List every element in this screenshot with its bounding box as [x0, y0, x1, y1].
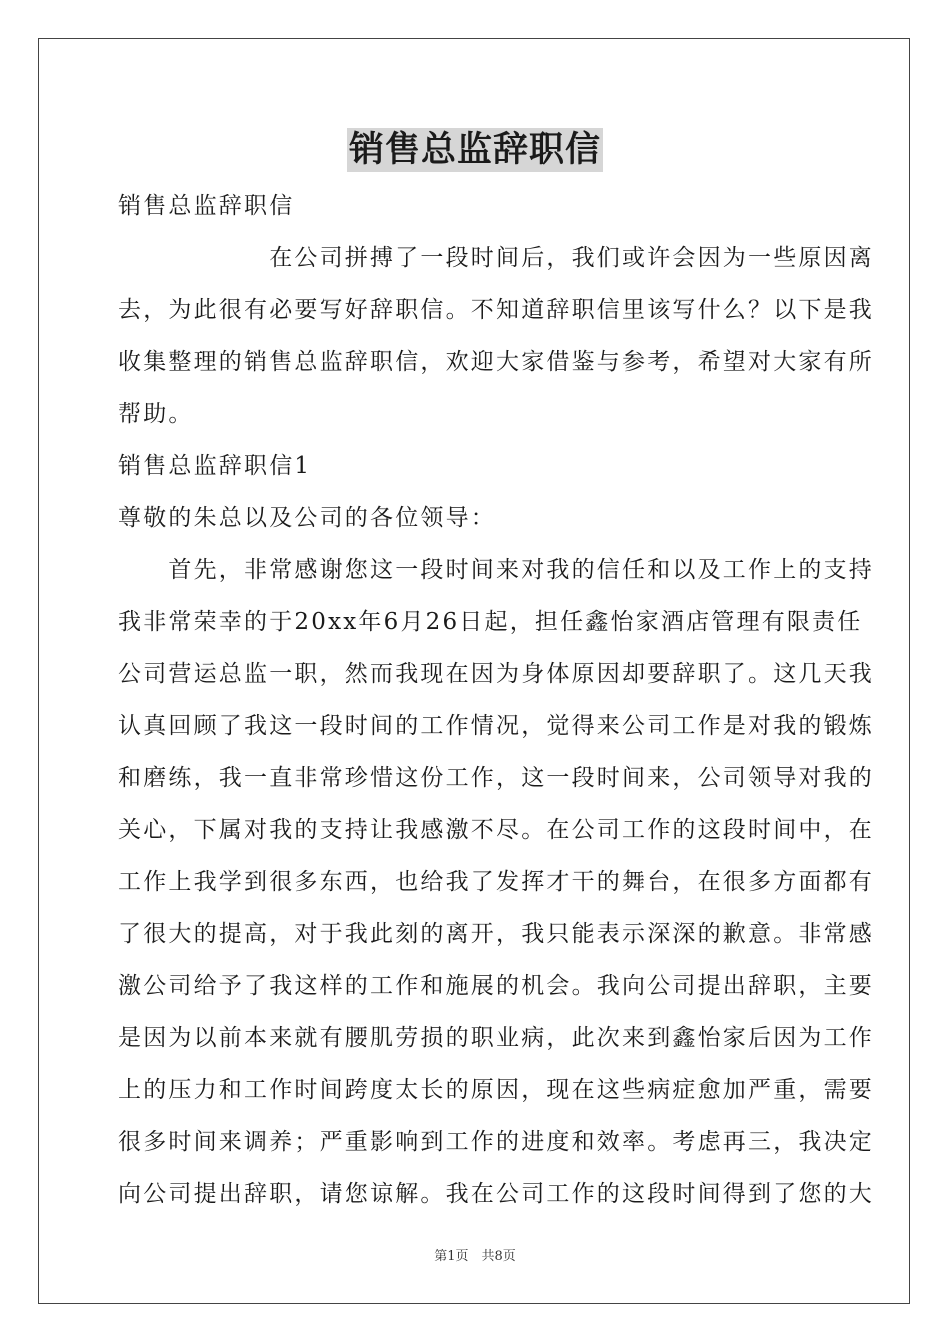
body-line: 在公司拼搏了一段时间后，我们或许会因为一些原因离: [118, 245, 874, 271]
title-wrap: [0, 128, 950, 172]
body-line: 激公司给予了我这样的工作和施展的机会。我向公司提出辞职，主要: [118, 973, 874, 999]
body-line: 是因为以前本来就有腰肌劳损的职业病，此次来到鑫怡家后因为工作: [118, 1025, 874, 1051]
body-line: 去，为此很有必要写好辞职信。不知道辞职信里该写什么？以下是我: [118, 297, 874, 323]
document-title: 销售总监辞职信: [348, 129, 601, 170]
body-line: 首先，非常感谢您这一段时间来对我的信任和以及工作上的支持: [118, 557, 874, 583]
body-line: 认真回顾了我这一段时间的工作情况，觉得来公司工作是对我的锻炼: [118, 713, 874, 739]
body-line: 关心，下属对我的支持让我感激不尽。在公司工作的这段时间中，在: [118, 817, 874, 843]
body-line: 很多时间来调养；严重影响到工作的进度和效率。考虑再三，我决定: [118, 1129, 874, 1155]
page-footer: 第1页 共8页: [434, 1249, 516, 1264]
body-line: 工作上我学到很多东西，也给我了发挥才干的舞台，在很多方面都有: [118, 869, 874, 895]
document-body: [118, 180, 874, 1220]
body-line: 帮助。: [118, 401, 194, 427]
body-line: 了很大的提高，对于我此刻的离开，我只能表示深深的歉意。非常感: [118, 921, 874, 947]
body-line: 销售总监辞职信1: [118, 453, 312, 479]
body-line: 和磨练，我一直非常珍惜这份工作，这一段时间来，公司领导对我的: [118, 765, 874, 791]
body-line: 我非常荣幸的于20xx年6月26日起，担任鑫怡家酒店管理有限责任: [118, 609, 863, 635]
body-line: 销售总监辞职信: [118, 193, 295, 219]
body-line: 公司营运总监一职，然而我现在因为身体原因却要辞职了。这几天我: [118, 661, 874, 687]
body-line: 尊敬的朱总以及公司的各位领导：: [118, 505, 496, 531]
body-line: 收集整理的销售总监辞职信，欢迎大家借鉴与参考，希望对大家有所: [118, 349, 874, 375]
body-line: 上的压力和工作时间跨度太长的原因，现在这些病症愈加严重，需要: [118, 1077, 874, 1103]
body-line: 向公司提出辞职，请您谅解。我在公司工作的这段时间得到了您的大: [118, 1181, 874, 1207]
